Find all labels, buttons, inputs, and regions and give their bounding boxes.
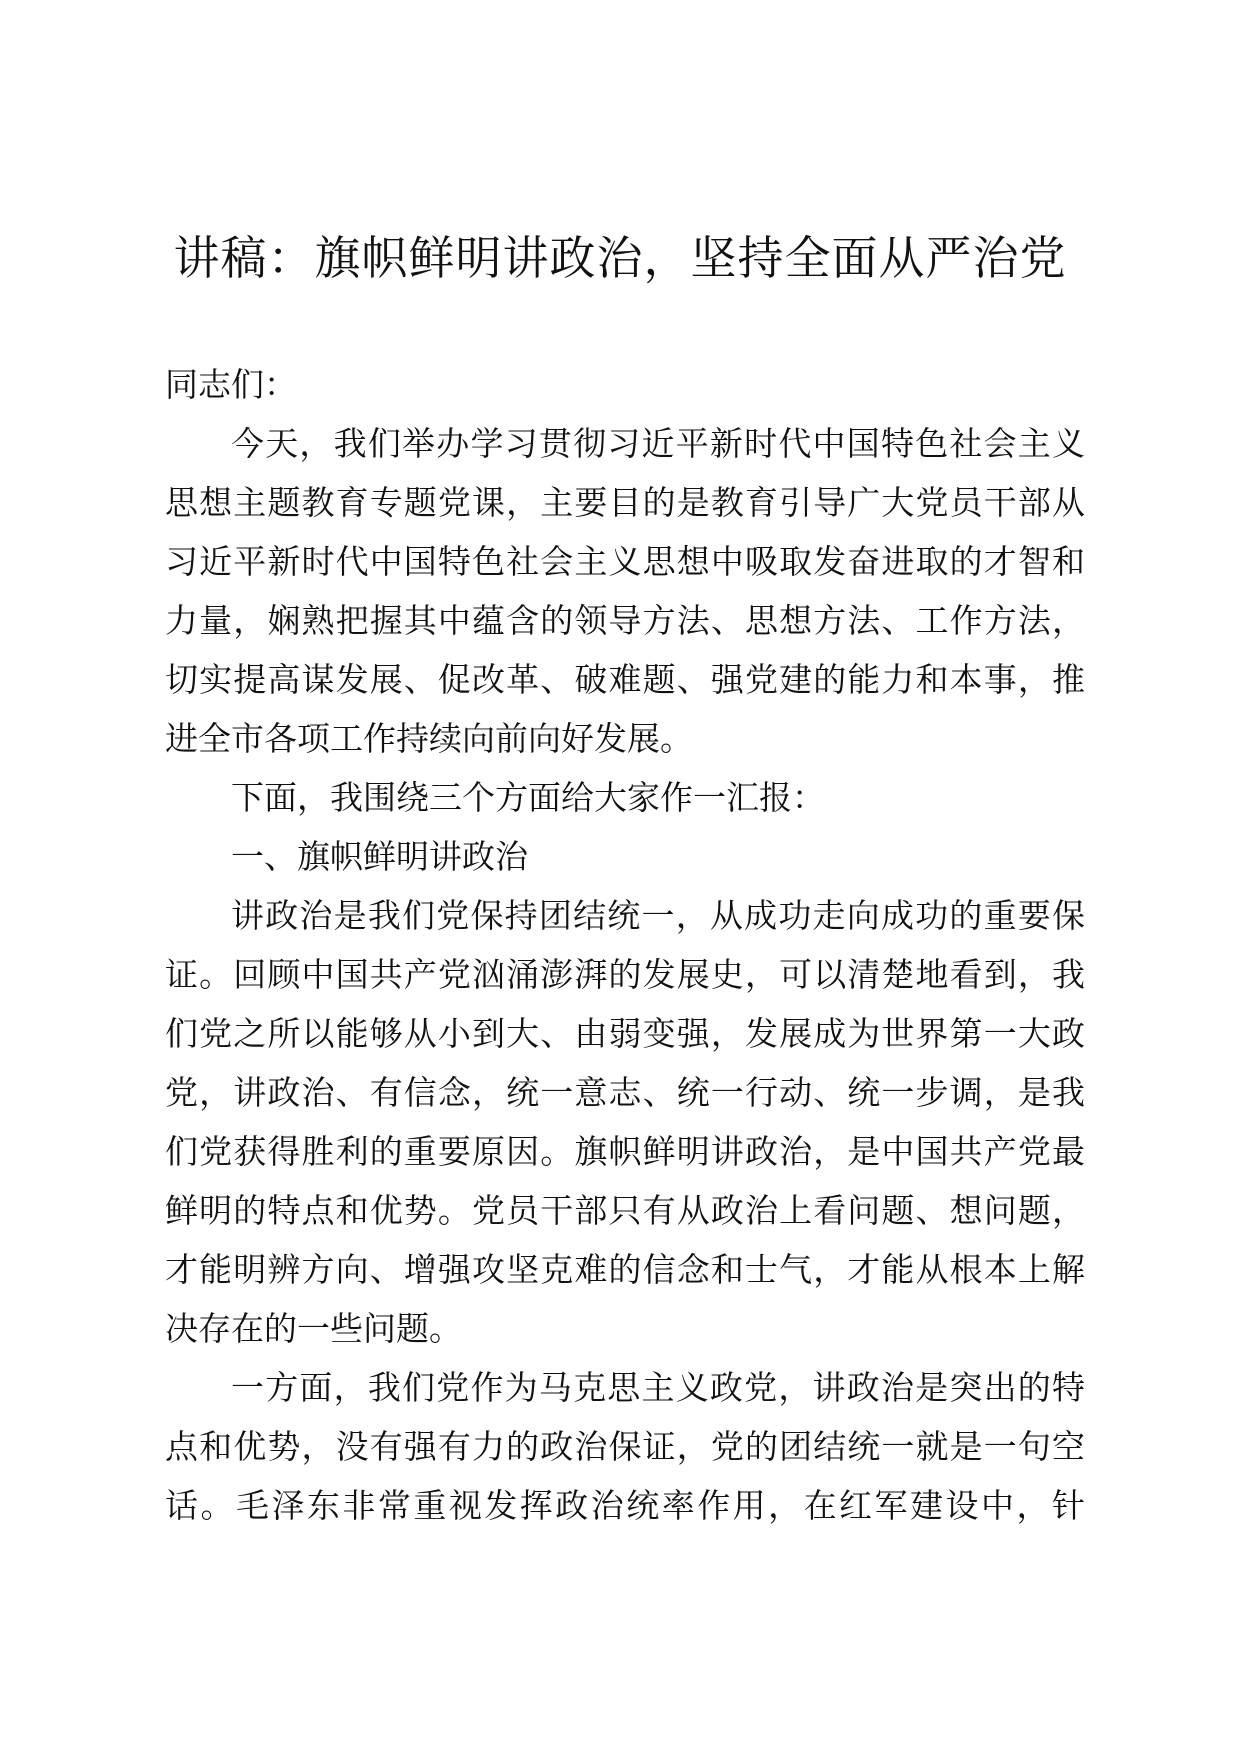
paragraph-1-line-1: 今天，我们举办学习贯彻习近平新时代中国特色社会主义 bbox=[231, 424, 1085, 463]
paragraph-1-line-5: 切实提高谋发展、促改革、破难题、强党建的能力和本事，推 bbox=[165, 660, 1085, 699]
document-body bbox=[165, 355, 1085, 1535]
paragraph-3-line-2: 证。回顾中国共产党汹涌澎湃的发展史，可以清楚地看到，我 bbox=[165, 955, 1085, 994]
paragraph-3-line-7: 才能明辨方向、增强攻坚克难的信念和士气，才能从根本上解 bbox=[165, 1250, 1085, 1289]
section-heading-1: 一、旗帜鲜明讲政治 bbox=[231, 837, 528, 876]
paragraph-4-line-3: 话。毛泽东非常重视发挥政治统率作用，在红军建设中，针 bbox=[165, 1486, 1085, 1525]
paragraph-2-line-1: 下面，我围绕三个方面给大家作一汇报： bbox=[231, 778, 825, 817]
paragraph-1-line-6: 进全市各项工作持续向前向好发展。 bbox=[165, 719, 693, 758]
paragraph-3-line-8: 决存在的一些问题。 bbox=[165, 1309, 462, 1348]
paragraph-1-line-4: 力量，娴熟把握其中蕴含的领导方法、思想方法、工作方法， bbox=[165, 601, 1085, 640]
paragraph-3-line-5: 们党获得胜利的重要原因。旗帜鲜明讲政治，是中国共产党最 bbox=[165, 1132, 1085, 1171]
paragraph-3-line-3: 们党之所以能够从小到大、由弱变强，发展成为世界第一大政 bbox=[165, 1014, 1085, 1053]
paragraph-3-line-6: 鲜明的特点和优势。党员干部只有从政治上看问题、想问题， bbox=[165, 1191, 1085, 1230]
paragraph-4-line-1: 一方面，我们党作为马克思主义政党，讲政治是突出的特 bbox=[231, 1368, 1085, 1407]
document-title: 讲稿：旗帜鲜明讲政治，坚持全面从严治党 bbox=[173, 231, 1067, 285]
paragraph-3-line-4: 党，讲政治、有信念，统一意志、统一行动、统一步调，是我 bbox=[165, 1073, 1085, 1112]
paragraph-3-line-1: 讲政治是我们党保持团结统一，从成功走向成功的重要保 bbox=[231, 896, 1085, 935]
paragraph-1-line-2: 思想主题教育专题党课，主要目的是教育引导广大党员干部从 bbox=[165, 483, 1085, 522]
paragraph-4-line-2: 点和优势，没有强有力的政治保证，党的团结统一就是一句空 bbox=[165, 1427, 1085, 1466]
salutation: 同志们： bbox=[165, 365, 297, 404]
paragraph-1-line-3: 习近平新时代中国特色社会主义思想中吸取发奋进取的才智和 bbox=[165, 542, 1085, 581]
